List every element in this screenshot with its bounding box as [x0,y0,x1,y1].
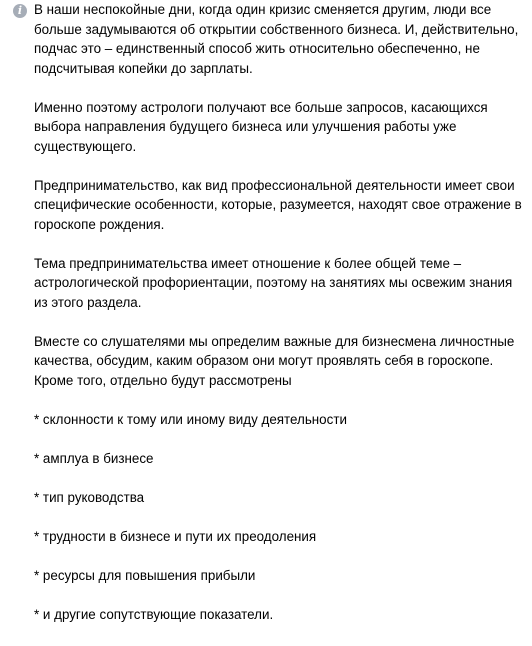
list-item-text: * амплуа в бизнесе [34,450,154,466]
text-line: качества, обсудим, каким образом они могут проявлять себя в гороскопе. [34,353,494,368]
list-item-text: * тип руководства [34,489,145,505]
text-line: гороскопе рождения. [34,216,165,232]
list-item-text: * ресурсы для повышения прибыли [34,567,256,583]
text-line: В наши неспокойные дни, когда один кризис сменяется другим, люди все [34,2,492,17]
text-line: существующего. [34,138,137,154]
paragraph [34,254,530,313]
paragraph [34,98,530,157]
list-item-text: * трудности в бизнесе и пути их преодоления [34,528,317,544]
text-line: Вместе со слушателями мы определим важные для бизнесмена личностные [34,333,515,349]
text-line: Предпринимательство, как вид профессиональной деятельности имеет свои [34,177,515,193]
list-item [34,566,530,586]
info-icon: i [13,4,27,18]
list-item-text: * склонности к тому или иному виду деятельности [34,411,347,427]
list-item [34,488,530,508]
list-item-text: * и другие сопутствующие показатели. [34,606,274,622]
paragraph [34,332,530,391]
list-item [34,527,530,547]
list-item [34,605,530,625]
text-line: больше задумываются об открытии собственного бизнеса. И, действительно, [34,21,519,37]
text-line: подчас это – единственный способ жить относительно обеспеченно, не [34,41,480,56]
text-line: Тема предпринимательства имеет отношение к более общей теме – [34,255,462,271]
text-line: Кроме того, отдельно будут рассмотрены [34,372,292,388]
text-line: подсчитывая копейки до зарплаты. [34,60,253,76]
text-line: выбора направления будущего бизнеса или улучшения работы уже [34,119,457,134]
paragraph [34,0,530,78]
list-item [34,410,530,430]
text-line: специфические особенности, которые, разумеется, находят свое отражение в [34,197,522,212]
text-line: Именно поэтому астрологи получают все больше запросов, касающихся [34,99,488,115]
paragraph [34,176,530,235]
text-line: астрологической профориентации, поэтому на занятиях мы освежим знания [34,275,513,290]
text-line: из этого раздела. [34,294,142,310]
list-item [34,449,530,469]
post-text [34,0,530,644]
